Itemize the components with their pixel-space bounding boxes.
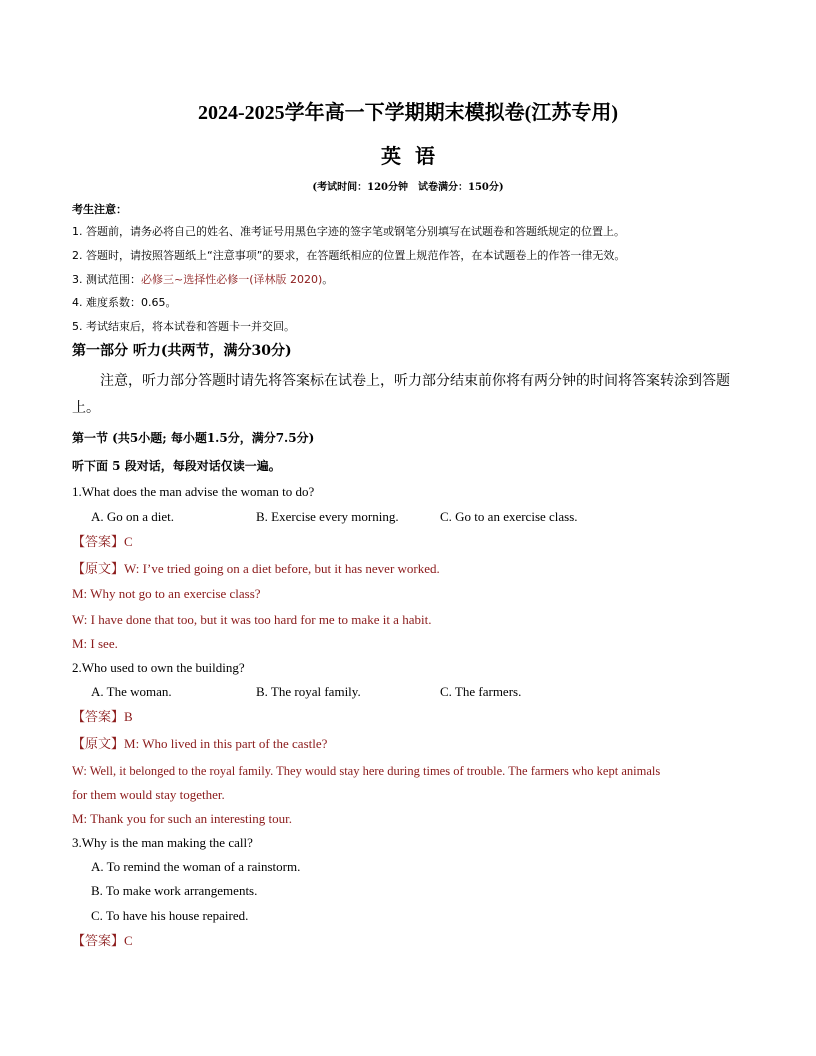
section1-title: 第一节 (共5小题; 每小题1.5分，满分7.5分) — [72, 431, 315, 445]
question-2-option-b: B. The royal family. — [256, 684, 361, 699]
question-1-option-c: C. Go to an exercise class. — [440, 509, 578, 524]
question-2-transcript-4: M: Thank you for such an interesting tour. — [72, 811, 293, 826]
question-1-transcript-4: M: I see. — [72, 636, 118, 651]
notice-item-3 — [72, 272, 752, 288]
notice-item-1: 1. 答题前，请务必将自己的姓名、准考证号用黑色字迹的签字笔或钢笔分别填写在试题卷和答题纸规定的位置上。 — [72, 225, 625, 238]
transcript-line: W: I’ve tried going on a diet before, but it has never worked. — [124, 561, 440, 576]
question-2-transcript-1 — [72, 736, 752, 753]
answer-label: 【答案】 — [72, 934, 125, 949]
exam-info: (考试时间：120分钟 试卷满分：150分) — [312, 182, 504, 193]
question-1-option-b: B. Exercise every morning. — [256, 509, 399, 524]
transcript-label: 【原文】 — [72, 562, 125, 577]
exam-title: 2024-2025学年高一下学期期末模拟卷(江苏专用) — [198, 102, 618, 124]
notice-item-3-end: 。 — [322, 273, 334, 286]
part1-title: 第一部分 听力(共两节，满分30分) — [72, 343, 292, 359]
test-scope: 必修三~选择性必修一(译林版 2020) — [141, 273, 323, 286]
question-1-stem: 1.What does the man advise the woman to do? — [72, 484, 315, 499]
answer-label: 【答案】 — [72, 535, 125, 550]
notice-item-5: 5. 考试结束后，将本试卷和答题卡一并交回。 — [72, 320, 295, 333]
notice-item-4: 4. 难度系数：0.65。 — [72, 296, 177, 309]
question-3-stem: 3.Why is the man making the call? — [72, 835, 253, 850]
notice-item-2: 2. 答题时，请按照答题纸上“注意事项”的要求，在答题纸相应的位置上规范作答，在本试题卷上的作答一律无效。 — [72, 249, 626, 262]
question-2-stem: 2.Who used to own the building? — [72, 660, 245, 675]
question-3-option-a: A. To remind the woman of a rainstorm. — [91, 859, 301, 874]
question-2-transcript-2: W: Well, it belonged to the royal family. They would stay here during times of trouble. The farmers who kept animals — [72, 764, 661, 778]
question-2-answer — [72, 709, 752, 726]
question-1-transcript-1 — [72, 561, 752, 578]
transcript-label: 【原文】 — [72, 737, 125, 752]
question-2-transcript-3: for them would stay together. — [72, 787, 225, 802]
notice-heading: 考生注意： — [72, 203, 127, 216]
question-1-option-a: A. Go on a diet. — [91, 509, 175, 524]
question-3-option-c: C. To have his house repaired. — [91, 908, 249, 923]
question-3-option-b: B. To make work arrangements. — [91, 883, 258, 898]
part1-instruction: 注意，听力部分答题时请先将答案标在试卷上，听力部分结束前你将有两分钟的时间将答案转涂到答题上。 — [72, 373, 730, 416]
question-3-answer — [72, 933, 752, 950]
question-1-transcript-3: W: I have done that too, but it was too hard for me to make it a habit. — [72, 612, 432, 627]
question-1-transcript-2: M: Why not go to an exercise class? — [72, 586, 261, 601]
answer-value: C — [124, 534, 133, 549]
notice-item-3-label: 3. 测试范围： — [72, 273, 141, 286]
question-1-answer — [72, 534, 752, 551]
answer-label: 【答案】 — [72, 710, 125, 725]
subject-title: 英语 — [381, 144, 449, 168]
transcript-line: M: Who lived in this part of the castle? — [124, 736, 328, 751]
answer-value: B — [124, 709, 133, 724]
answer-value: C — [124, 933, 133, 948]
question-2-option-c: C. The farmers. — [440, 684, 522, 699]
section1-direction: 听下面 5 段对话，每段对话仅读一遍。 — [72, 459, 281, 473]
question-2-option-a: A. The woman. — [91, 684, 172, 699]
